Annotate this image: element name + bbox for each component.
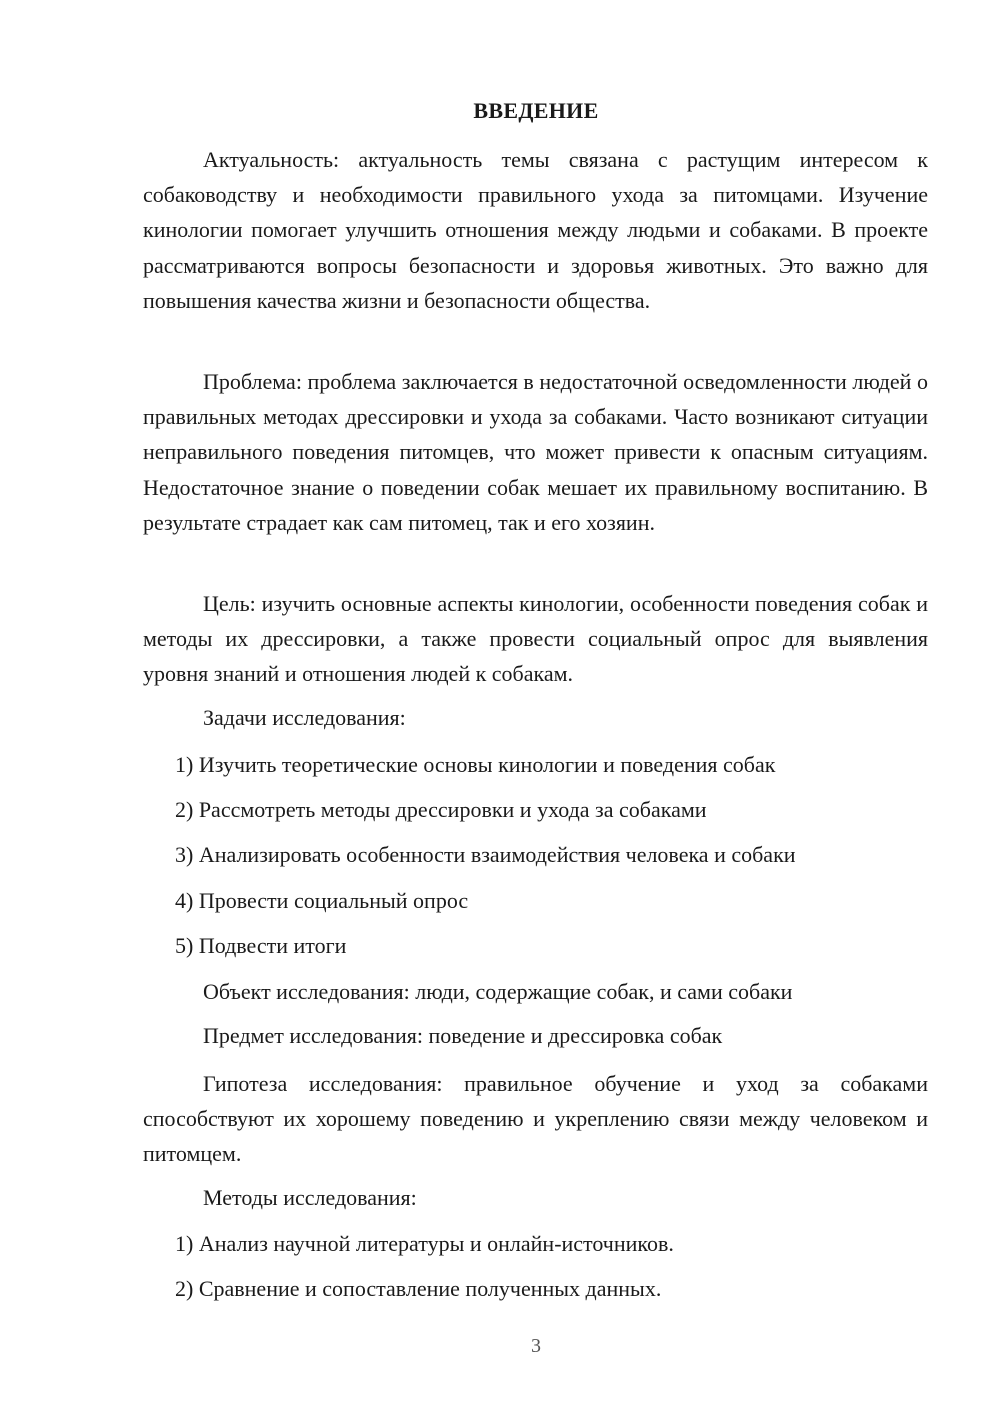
- problem-paragraph: Проблема: проблема заключается в недостаточной осведомленности людей о правильных методах дрессировки и ухода за собаками. Часто возникают ситуации неправильного поведения питомцев, что может привести к опасным ситуациям. Недостаточное знание о поведении собак мешает их правильному воспитанию. В результате страдает как сам питомец, так и его хозяин.: [143, 369, 928, 535]
- page-number: 3: [531, 1335, 541, 1357]
- relevance-paragraph: Актуальность: актуальность темы связана с растущим интересом к собаководству и необходимости правильного ухода за питомцами. Изучение кинологии помогает улучшить отношения между людьми и собаками. В проекте рассматриваются вопросы безопасности и здоровья животных. Это важно для повышения качества жизни и безопасности общества.: [143, 147, 928, 313]
- task-item-1: 1) Изучить теоретические основы кинологии и поведения собак: [175, 752, 776, 777]
- task-item-2: 2) Рассмотреть методы дрессировки и ухода за собаками: [175, 797, 707, 822]
- task-item-4: 4) Провести социальный опрос: [175, 888, 469, 913]
- goal-paragraph: Цель: изучить основные аспекты кинологии, особенности поведения собак и методы их дрессировки, а также провести социальный опрос для выявления уровня знаний и отношения людей к собакам.: [143, 591, 928, 687]
- tasks-heading: Задачи исследования:: [203, 705, 406, 730]
- hypothesis-paragraph: Гипотеза исследования: правильное обучение и уход за собаками способствуют их хорошему поведению и укреплению связи между человеком и питомцем.: [143, 1071, 928, 1167]
- methods-heading: Методы исследования:: [203, 1185, 417, 1210]
- task-item-5: 5) Подвести итоги: [175, 933, 347, 958]
- subject-line: Предмет исследования: поведение и дрессировка собак: [203, 1023, 723, 1048]
- method-item-1: 1) Анализ научной литературы и онлайн-источников.: [175, 1231, 674, 1256]
- method-item-2: 2) Сравнение и сопоставление полученных данных.: [175, 1276, 662, 1301]
- object-line: Объект исследования: люди, содержащие собак, и сами собаки: [203, 979, 793, 1004]
- page-title: ВВЕДЕНИЕ: [473, 98, 599, 123]
- task-item-3: 3) Анализировать особенности взаимодействия человека и собаки: [175, 842, 796, 867]
